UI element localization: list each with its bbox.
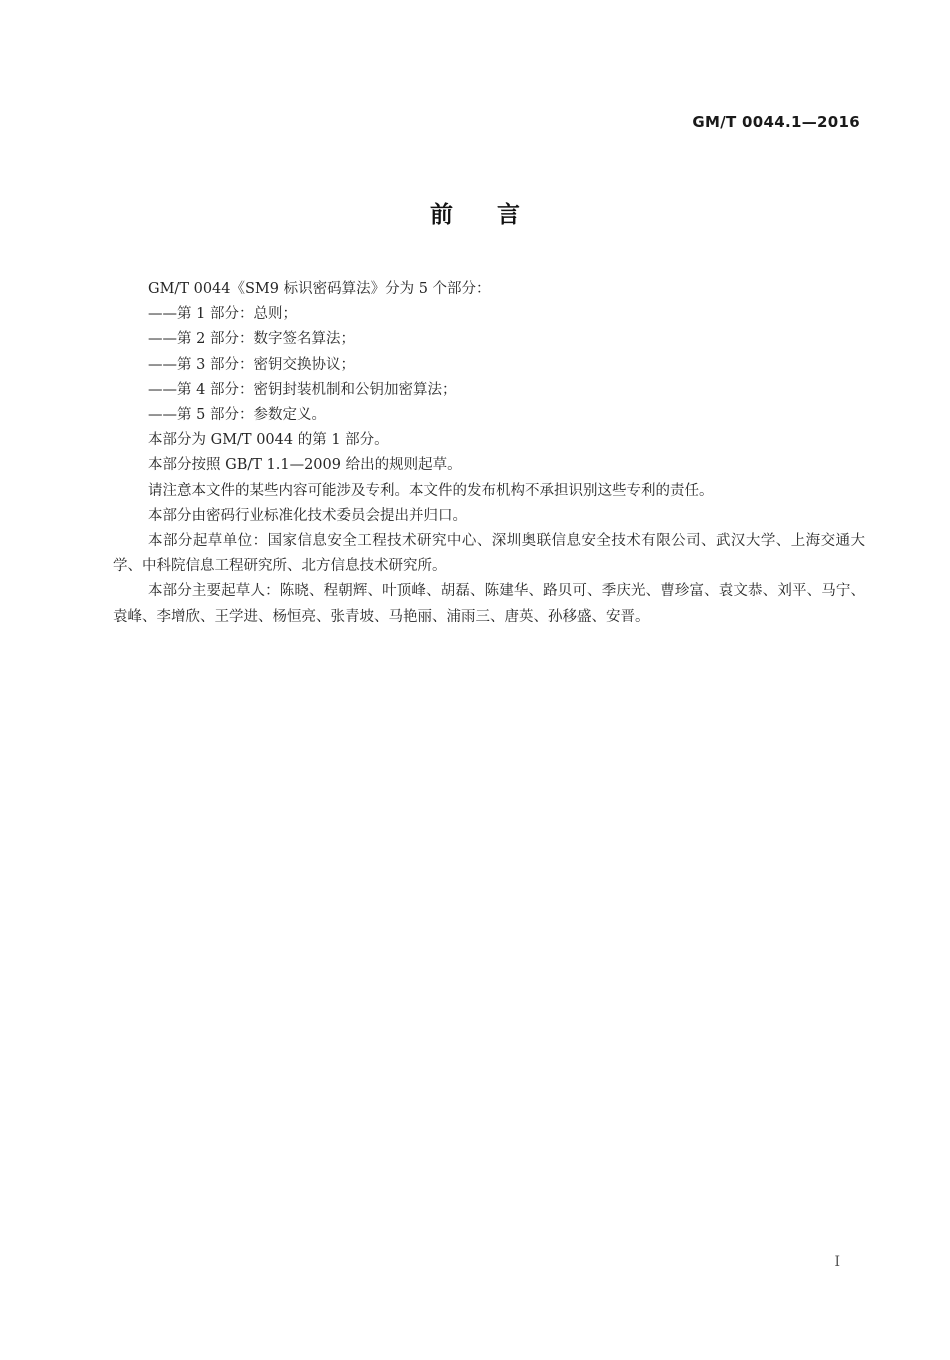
paragraph-drafting-rules: 本部分按照 GB/T 1.1—2009 给出的规则起草。 <box>148 457 462 474</box>
list-item-part-5: ——第 5 部分：参数定义。 <box>148 407 326 424</box>
standard-number: GM/T 0044.1—2016 <box>692 113 860 131</box>
page-title: 前言 <box>430 202 564 228</box>
document-body <box>113 277 865 630</box>
page-number: I <box>834 1254 840 1270</box>
list-item-part-4: ——第 4 部分：密钥封装机制和公钥加密算法； <box>148 381 457 398</box>
paragraph-this-part: 本部分为 GM/T 0044 的第 1 部分。 <box>148 432 389 449</box>
list-item-part-3: ——第 3 部分：密钥交换协议； <box>148 356 355 373</box>
paragraph-proposer: 本部分由密码行业标准化技术委员会提出并归口。 <box>148 507 467 524</box>
paragraph-drafters: 本部分主要起草人：陈晓、程朝辉、叶顶峰、胡磊、陈建华、路贝可、季庆光、曹珍富、袁文恭、刘平、马宁、袁峰、李增欣、王学进、杨恒亮、张青坡、马艳丽、浦雨三、唐英、孙移盛、安晋。 <box>113 583 865 625</box>
paragraph-parts-intro: GM/T 0044《SM9 标识密码算法》分为 5 个部分： <box>148 281 491 297</box>
list-item-part-2: ——第 2 部分：数字签名算法； <box>148 331 355 348</box>
list-item-part-1: ——第 1 部分：总则； <box>148 306 297 323</box>
paragraph-drafting-units: 本部分起草单位：国家信息安全工程技术研究中心、深圳奥联信息安全技术有限公司、武汉大学、上海交通大学、中科院信息工程研究所、北方信息技术研究所。 <box>113 533 865 575</box>
paragraph-patent-notice: 请注意本文件的某些内容可能涉及专利。本文件的发布机构不承担识别这些专利的责任。 <box>148 482 714 499</box>
